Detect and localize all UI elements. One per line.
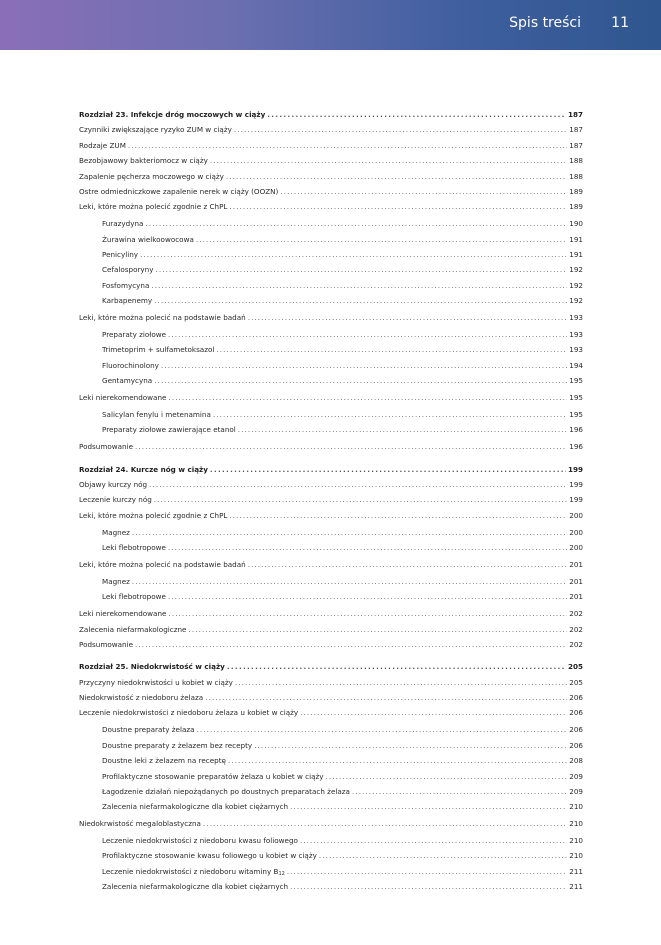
toc-entry[interactable] (79, 310, 583, 325)
toc-page-number: 199 (569, 495, 583, 505)
dot-leader (154, 492, 568, 507)
toc-entry-title: Trimetoprim + sulfametoksazol (102, 345, 215, 355)
dot-leader (290, 879, 567, 894)
toc-page-number: 190 (569, 219, 583, 229)
toc-page-number: 199 (569, 479, 583, 489)
dot-leader (149, 477, 567, 492)
toc-page-number: 200 (569, 510, 583, 520)
toc-chapter-entry[interactable] (79, 659, 583, 674)
dot-leader (154, 293, 567, 308)
dot-leader (210, 153, 567, 168)
toc-entry[interactable] (79, 138, 583, 153)
toc-page-number: 210 (569, 802, 583, 812)
toc-entry-title: Leki nierekomendowane (79, 609, 167, 619)
toc-entry-title: Leczenie kurczy nóg (79, 495, 152, 505)
toc-entry[interactable] (79, 508, 583, 523)
toc-subentry[interactable] (79, 589, 583, 604)
toc-subentry[interactable] (79, 753, 583, 768)
toc-page-number: 202 (569, 609, 583, 619)
dot-leader (132, 574, 567, 589)
toc-page-number: 192 (569, 280, 583, 290)
toc-page-number: 195 (569, 376, 583, 386)
toc-page-number: 187 (569, 140, 583, 150)
toc-entry-title: Rodzaje ZUM (79, 140, 126, 150)
toc-subentry[interactable] (79, 799, 583, 814)
dot-leader (300, 705, 567, 720)
toc-page-number: 196 (569, 425, 583, 435)
toc-page-number: 206 (569, 693, 583, 703)
toc-subentry[interactable] (79, 784, 583, 799)
toc-subentry[interactable] (79, 864, 583, 879)
toc-page-number: 193 (569, 345, 583, 355)
toc-entry-title: Niedokrwistość z niedoboru żelaza (79, 693, 204, 703)
dot-leader (197, 722, 568, 737)
toc-page-number: 196 (569, 442, 583, 452)
toc-page-number: 202 (569, 639, 583, 649)
dot-leader (229, 508, 567, 523)
dot-leader (168, 327, 567, 342)
toc-entry-title: Przyczyny niedokrwistości u kobiet w ciąży (79, 677, 233, 687)
dot-leader (196, 232, 567, 247)
dot-leader (168, 589, 567, 604)
toc-chapter-entry[interactable] (79, 107, 583, 122)
toc-page-number: 210 (569, 819, 583, 829)
dot-leader (326, 769, 568, 784)
dot-leader (235, 675, 567, 690)
toc-entry-title: Zapalenie pęcherza moczowego w ciąży (79, 171, 224, 181)
dot-leader (188, 622, 567, 637)
toc-page-number: 211 (569, 866, 583, 876)
toc-subentry[interactable] (79, 247, 583, 262)
toc-subentry[interactable] (79, 540, 583, 555)
toc-page-number: 195 (569, 409, 583, 419)
toc-entry-title: Cefalosporyny (102, 265, 154, 275)
toc-entry-title: Karbapenemy (102, 296, 153, 306)
toc-entry-title: Magnez (102, 527, 130, 537)
dot-leader (145, 216, 567, 231)
toc-entry[interactable] (79, 439, 583, 454)
toc-page-number: 188 (569, 171, 583, 181)
toc-entry-title: Fluorochinolony (102, 360, 159, 370)
toc-entry[interactable] (79, 492, 583, 507)
toc-entry[interactable] (79, 705, 583, 720)
toc-subentry[interactable] (79, 574, 583, 589)
dot-leader (287, 864, 567, 879)
toc-entry[interactable] (79, 169, 583, 184)
dot-leader (154, 373, 567, 388)
dot-leader (267, 107, 566, 122)
toc-page-number: 202 (569, 624, 583, 634)
toc-entry-title: Doustne leki z żelazem na receptę (102, 756, 226, 766)
dot-leader (254, 738, 567, 753)
toc-page-number: 200 (569, 543, 583, 553)
toc-entry[interactable] (79, 477, 583, 492)
dot-leader (352, 784, 567, 799)
toc-entry-title: Zalecenia niefarmakologiczne (79, 624, 187, 634)
toc-subentry[interactable] (79, 327, 583, 342)
toc-page-number: 188 (569, 156, 583, 166)
toc-page-number: 189 (569, 202, 583, 212)
toc-page-number: 199 (567, 464, 583, 474)
toc-subentry[interactable] (79, 358, 583, 373)
toc-subentry[interactable] (79, 769, 583, 784)
dot-leader (128, 138, 567, 153)
toc-subentry[interactable] (79, 879, 583, 894)
toc-subentry[interactable] (79, 373, 583, 388)
dot-leader (280, 184, 567, 199)
toc-entry-title: Leki, które można polecić na podstawie badań (79, 313, 246, 323)
toc-subentry[interactable] (79, 262, 583, 277)
toc-page-number: 210 (569, 851, 583, 861)
toc-page-number: 201 (569, 559, 583, 569)
toc-page-number: 195 (569, 393, 583, 403)
toc-entry[interactable] (79, 675, 583, 690)
toc-entry-title: Leczenie niedokrwistości z niedoboru żelaza u kobiet w ciąży (79, 708, 299, 718)
toc-subentry[interactable] (79, 278, 583, 293)
toc-entry[interactable] (79, 816, 583, 831)
toc-page-number: 191 (569, 234, 583, 244)
toc-page-number: 208 (569, 756, 583, 766)
toc-page-number: 210 (569, 836, 583, 846)
toc-entry-title: Ostre odmiedniczkowe zapalenie nerek w ciąży (OOZN) (79, 186, 279, 196)
toc-entry-title: Rozdział 24. Kurcze nóg w ciąży (79, 464, 208, 474)
toc-page-number: 194 (569, 360, 583, 370)
toc-entry[interactable] (79, 153, 583, 168)
dot-leader (248, 557, 568, 572)
dot-leader (132, 525, 567, 540)
toc-subentry[interactable] (79, 422, 583, 437)
toc-subentry[interactable] (79, 407, 583, 422)
dot-leader (319, 848, 567, 863)
toc-entry-title: Leczenie niedokrwistości z niedoboru kwasu foliowego (102, 836, 298, 846)
toc-entry[interactable] (79, 390, 583, 405)
toc-entry[interactable] (79, 122, 583, 137)
dot-leader (290, 799, 567, 814)
toc-entry-title: Furazydyna (102, 219, 144, 229)
dot-leader (135, 439, 567, 454)
toc-entry-title: Zalecenia niefarmakologiczne dla kobiet ciężarnych (102, 882, 289, 892)
table-of-contents (79, 107, 583, 895)
toc-entry-title: Żurawina wielkoowocowa (102, 234, 194, 244)
dot-leader (300, 833, 567, 848)
toc-page-number: 209 (569, 786, 583, 796)
toc-entry-title: Leczenie niedokrwistości z niedoboru witaminy $B_{12}$ (102, 866, 285, 877)
toc-page-number: 205 (569, 677, 583, 687)
toc-entry-title: Leki flebotropowe (102, 592, 166, 602)
toc-entry-title: Magnez (102, 576, 130, 586)
toc-subentry[interactable] (79, 738, 583, 753)
dot-leader (234, 122, 567, 137)
page-header (0, 0, 661, 50)
dot-leader (161, 358, 567, 373)
toc-subentry[interactable] (79, 848, 583, 863)
toc-entry-title: Objawy kurczy nóg (79, 479, 148, 489)
toc-entry-title: Doustne preparaty żelaza (102, 725, 195, 735)
toc-entry-title: Leki, które można polecić na podstawie badań (79, 559, 246, 569)
toc-page-number: 191 (569, 250, 583, 260)
toc-entry-title: Łagodzenie działań niepożądanych po doustnych preparatach żelaza (102, 786, 350, 796)
page-number: 11 (611, 15, 629, 31)
toc-entry-title: Rozdział 23. Infekcje dróg moczowych w ciąży (79, 110, 266, 119)
toc-page-number: 206 (569, 725, 583, 735)
toc-entry-title: Doustne preparaty z żelazem bez recepty (102, 740, 253, 750)
toc-entry-title: Profilaktyczne stosowanie kwasu foliowego u kobiet w ciąży (102, 851, 317, 861)
toc-page-number: 187 (567, 110, 583, 119)
toc-entry-title: Preparaty ziołowe zawierające etanol (102, 425, 236, 435)
toc-entry-subscript: 12 (278, 870, 285, 877)
toc-entry-title: Gentamycyna (102, 376, 153, 386)
toc-page-number: 200 (569, 527, 583, 537)
toc-subentry[interactable] (79, 216, 583, 231)
toc-page-number: 193 (569, 329, 583, 339)
toc-entry[interactable] (79, 606, 583, 621)
toc-chapter-entry[interactable] (79, 462, 583, 477)
dot-leader (210, 462, 566, 477)
toc-subentry[interactable] (79, 293, 583, 308)
toc-entry[interactable] (79, 637, 583, 652)
toc-entry[interactable] (79, 622, 583, 637)
toc-page-number: 206 (569, 708, 583, 718)
toc-subentry[interactable] (79, 833, 583, 848)
toc-entry[interactable] (79, 184, 583, 199)
toc-page-number: 211 (569, 882, 583, 892)
toc-entry-title: Niedokrwistość megaloblastyczna (79, 819, 201, 829)
dot-leader (135, 637, 567, 652)
toc-page-number: 189 (569, 186, 583, 196)
dot-leader (168, 540, 567, 555)
toc-page-number: 192 (569, 265, 583, 275)
toc-subentry[interactable] (79, 232, 583, 247)
toc-page-number: 201 (569, 592, 583, 602)
dot-leader (248, 310, 568, 325)
toc-entry-title: Profilaktyczne stosowanie preparatów żelaza u kobiet w ciąży (102, 771, 324, 781)
toc-entry-title: Leki flebotropowe (102, 543, 166, 553)
toc-subentry[interactable] (79, 342, 583, 357)
dot-leader (168, 390, 567, 405)
toc-entry-title: Podsumowanie (79, 639, 133, 649)
toc-page-number: 205 (567, 662, 583, 672)
dot-leader (229, 199, 567, 214)
dot-leader (168, 606, 567, 621)
dot-leader (238, 422, 567, 437)
toc-entry[interactable] (79, 690, 583, 705)
toc-page-number: 193 (569, 313, 583, 323)
toc-page-number: 206 (569, 740, 583, 750)
toc-subentry[interactable] (79, 525, 583, 540)
toc-entry-title: Bezobjawowy bakteriomocz w ciąży (79, 156, 208, 166)
dot-leader (205, 690, 567, 705)
toc-entry[interactable] (79, 199, 583, 214)
toc-entry-title: Leki, które można polecić zgodnie z ChPL (79, 510, 228, 520)
toc-entry-title: Zalecenia niefarmakologiczne dla kobiet ciężarnych (102, 802, 289, 812)
toc-subentry[interactable] (79, 722, 583, 737)
dot-leader (227, 659, 566, 674)
toc-page-number: 209 (569, 771, 583, 781)
toc-entry-title: Podsumowanie (79, 442, 133, 452)
toc-page-number: 201 (569, 576, 583, 586)
toc-entry-title: Penicyliny (102, 250, 139, 260)
dot-leader (226, 169, 567, 184)
toc-entry[interactable] (79, 557, 583, 572)
toc-entry-title: Leki, które można polecić zgodnie z ChPL (79, 202, 228, 212)
dot-leader (156, 262, 568, 277)
toc-entry-title: Preparaty ziołowe (102, 329, 167, 339)
dot-leader (228, 753, 567, 768)
toc-entry-title: Salicylan fenylu i metenamina (102, 409, 211, 419)
toc-entry-title: Fosfomycyna (102, 280, 150, 290)
dot-leader (151, 278, 567, 293)
toc-entry-title: Leki nierekomendowane (79, 393, 167, 403)
toc-page-number: 187 (569, 125, 583, 135)
toc-entry-title: Rozdział 25. Niedokrwistość w ciąży (79, 662, 225, 672)
toc-entry-title: Czynniki zwiększające ryzyko ZUM w ciąży (79, 125, 232, 135)
dot-leader (140, 247, 567, 262)
dot-leader (203, 816, 567, 831)
dot-leader (216, 342, 567, 357)
dot-leader (213, 407, 567, 422)
section-title: Spis treści (509, 15, 581, 31)
toc-page-number: 192 (569, 296, 583, 306)
